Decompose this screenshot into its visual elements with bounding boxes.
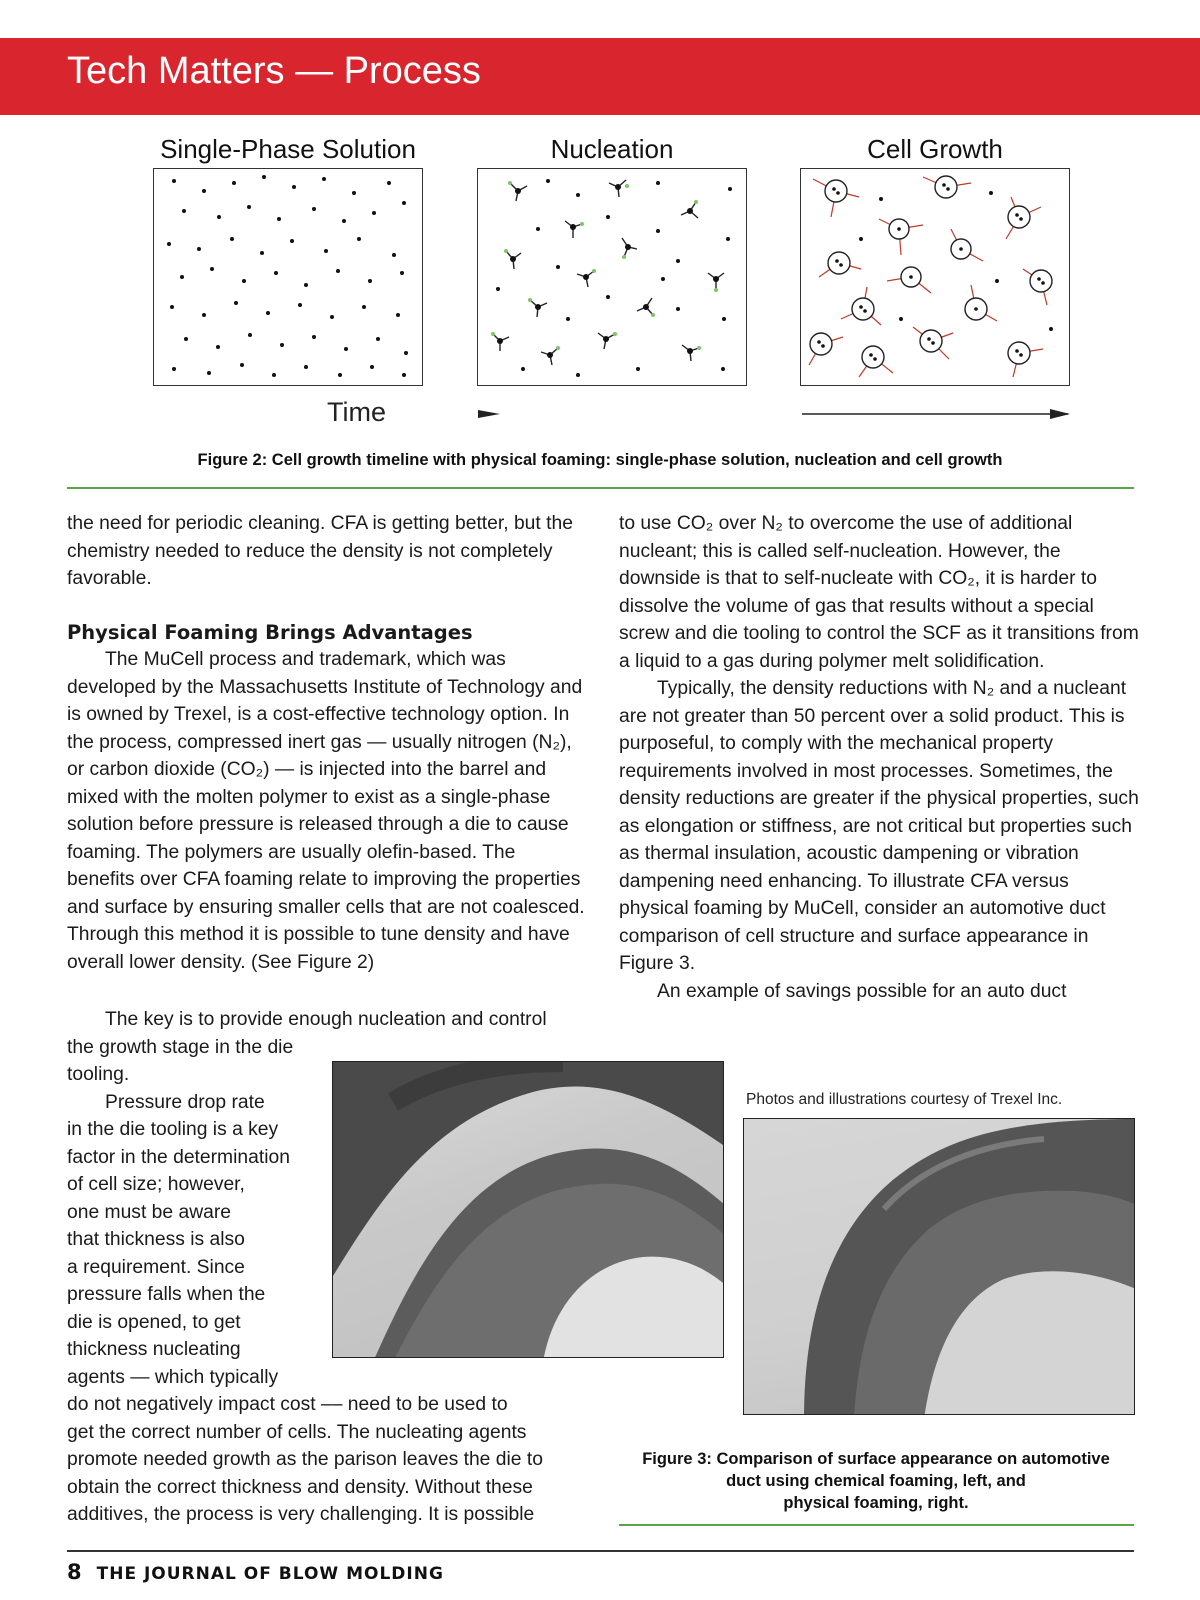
text-line: tooling. (67, 1064, 130, 1085)
single-phase-panel (153, 168, 423, 386)
text-line: that thickness is also (67, 1229, 245, 1250)
text-line: pressure falls when the (67, 1284, 266, 1305)
left-paragraph-2: The MuCell process and trademark, which was developed by the Massachusetts Institute of Technology and is owned by Trexel, is a cost-effective technology option. In the process, compressed inert gas — usually nitrogen (N₂), or carbon dioxide (CO₂) — is injected into the barrel and mixed with the molten polymer to exist as a single-phase solution before pressure is released through a die to cause foaming. The polymers are usually olefin-based. The benefits over CFA foaming relate to improving the properties and surface by ensuring smaller cells that are not coalesced. Through this method it is possible to tune density and have overall lower density. (See Figure 2) (67, 649, 585, 973)
cell-growth-panel (800, 168, 1070, 386)
photo-chemical-foaming-duct (332, 1061, 724, 1358)
photo-credit: Photos and illustrations courtesy of Trexel Inc. (746, 1091, 1063, 1108)
panel-title-nucleation: Nucleation (550, 134, 674, 164)
photo-physical-foaming-duct (743, 1118, 1135, 1415)
single-phase-dots-illustration (154, 169, 422, 385)
text-line: die is opened, to get (67, 1311, 241, 1333)
text-line: additives, the process is very challenging. It is possible (67, 1504, 535, 1525)
duct-illustration (744, 1119, 1135, 1415)
figure-3-caption (612, 1448, 1140, 1514)
caption-line: physical foaming, right. (783, 1494, 969, 1512)
text-line: a requirement. Since (67, 1256, 245, 1278)
right-paragraph-2: Typically, the density reductions with N₂ and a nucleant are not greater than 50 percent over a solid product. This is purposeful, to comply with the mechanical property requirements involved in most processes. Sometimes, the density reductions are greater if the physical properties, such as elongation or stiffness, are not critical but properties such as thermal insulation, acoustic dampening or vibration dampening need enhancing. To illustrate CFA versus physical foaming by MuCell, consider an automotive duct comparison of cell structure and surface appearance in Figure 3. (619, 678, 1139, 974)
figure-2-caption: Figure 2: Cell growth timeline with physical foaming: single-phase solution, nucleation and cell growth (197, 451, 1003, 469)
text-line: one must be aware (67, 1201, 231, 1223)
text-line: promote needed growth as the parison leaves the die to (67, 1449, 543, 1470)
footer-rule (67, 1550, 1134, 1552)
section-heading: Physical Foaming Brings Advantages (67, 620, 473, 644)
panel-title-single-phase: Single-Phase Solution (160, 134, 416, 164)
right-paragraph-3: An example of savings possible for an auto duct (657, 980, 1067, 1002)
right-column (619, 510, 1139, 1005)
panel-title-cell-growth: Cell Growth (867, 134, 1003, 164)
text-line: in the die tooling is a key (67, 1119, 279, 1140)
text-line: of cell size; however, (67, 1174, 245, 1195)
page-number: 8 (67, 1560, 83, 1584)
publication-name: THE JOURNAL OF BLOW MOLDING (96, 1564, 444, 1584)
caption-line: Figure 3: Comparison of surface appearance on automotive (642, 1450, 1110, 1468)
time-axis-label: Time (327, 397, 386, 427)
left-paragraph-1: the need for periodic cleaning. CFA is getting better, but the chemistry needed to reduce the density is not completely favorable. (67, 513, 573, 589)
left-column (67, 510, 587, 976)
cell-growth-illustration (801, 169, 1069, 385)
text-line: factor in the determination (67, 1146, 290, 1168)
caption-line: duct using chemical foaming, left, and (726, 1472, 1026, 1490)
text-line: The key is to provide enough nucleation and control (105, 1009, 547, 1030)
text-line: get the correct number of cells. The nucleating agents (67, 1421, 527, 1443)
text-line: do not negatively impact cost –– need to be used to (67, 1394, 508, 1415)
right-paragraph-1: to use CO₂ over N₂ to overcome the use of additional nucleant; this is called self-nucleation. However, the downside is that to self-nucleate with CO₂, it is harder to dissolve the volume of gas that results without a special screw and die tooling to control the SCF as it transitions from a liquid to a gas during polymer melt solidification. (619, 513, 1139, 672)
text-line: the growth stage in the die (67, 1036, 294, 1058)
text-line: thickness nucleating (67, 1339, 241, 1360)
nucleation-panel (477, 168, 747, 386)
figure-3-divider (619, 1524, 1134, 1526)
header-bar (0, 38, 1200, 115)
section-title: Tech Matters — Process (67, 50, 481, 92)
text-line: Pressure drop rate (105, 1091, 265, 1113)
nucleation-illustration (478, 169, 746, 385)
text-line: obtain the correct thickness and density. Without these (67, 1476, 533, 1498)
duct-illustration (333, 1062, 724, 1358)
time-arrow (478, 404, 1078, 424)
page-footer (67, 1560, 444, 1584)
text-line: agents — which typically (67, 1366, 279, 1388)
figure-2-divider (67, 487, 1134, 489)
